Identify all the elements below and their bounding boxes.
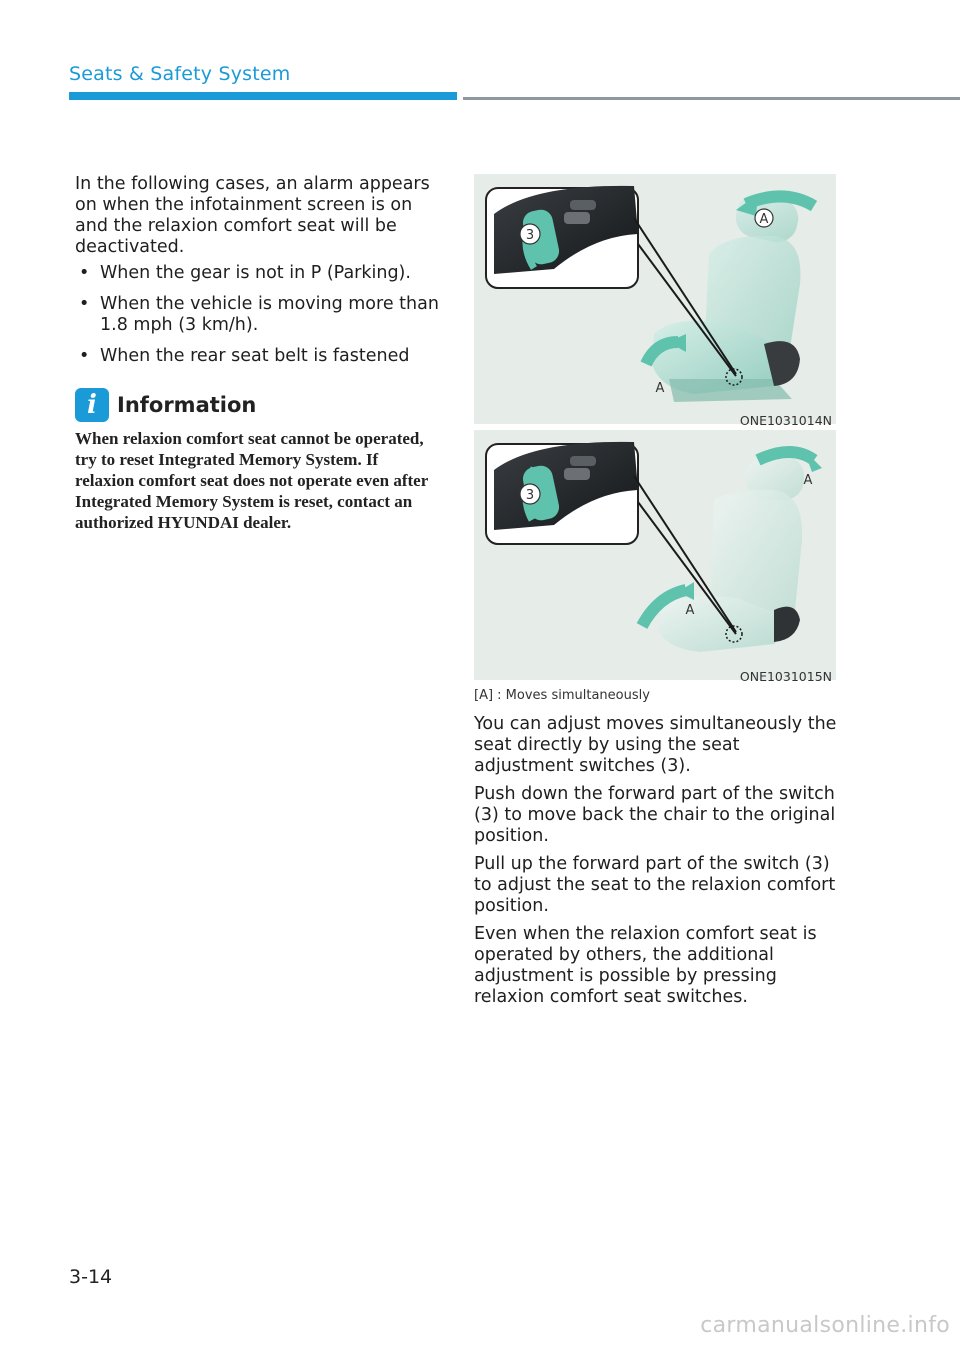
figure-caption: [A] : Moves simultaneously (474, 688, 650, 703)
information-body: When relaxion comfort seat cannot be operated, try to reset Integrated Memory System. If relaxion comfort seat does not operate even after Integrated Memory System is reset, contact an authorized HYUNDAI dealer. (75, 429, 428, 532)
figure-code: ONE1031014N (739, 413, 832, 428)
left-column (75, 174, 445, 377)
intro-paragraph: In the following cases, an alarm appears on when the infotainment screen is on and the relaxion comfort seat will be deactivated. (75, 174, 430, 257)
paragraph: Pull up the forward part of the switch (3) to adjust the seat to the relaxion comfort position. (474, 854, 836, 916)
paragraph: You can adjust moves simultaneously the seat directly by using the seat adjustment switches (3). (474, 714, 837, 776)
right-column (474, 714, 844, 1015)
list-item: • When the vehicle is moving more than 1.8 mph (3 km/h). (75, 294, 445, 336)
paragraph: Push down the forward part of the switch (3) to move back the chair to the original position. (474, 784, 836, 846)
header-rule-accent (69, 92, 457, 100)
seat-drawing (652, 190, 802, 402)
seat-illustration (474, 174, 836, 424)
list-item: • When the gear is not in P (Parking). (75, 263, 445, 284)
arrow-label-bottom: A (685, 603, 695, 618)
seat-figure-relaxion (474, 174, 836, 424)
paragraph: Even when the relaxion comfort seat is operated by others, the additional adjustment is possible by pressing relaxion comfort seat switches. (474, 924, 817, 1007)
seat-figure-original (474, 430, 836, 680)
arrow-label-top: A (759, 212, 769, 227)
info-icon: i (75, 388, 109, 422)
list-item: • When the rear seat belt is fastened (75, 346, 445, 367)
switch-label: 3 (525, 488, 535, 503)
arrow-label-top: A (803, 473, 813, 488)
watermark: carmanualsonline.info (700, 1313, 950, 1338)
information-header (75, 388, 256, 422)
condition-list (75, 263, 445, 367)
information-title: Information (117, 393, 257, 417)
figure-code: ONE1031015N (739, 669, 832, 684)
arrow-label-bottom: A (655, 381, 665, 396)
section-title: Seats & Safety System (69, 63, 291, 85)
switch-label: 3 (525, 228, 535, 243)
header-rule (463, 97, 960, 100)
page-number: 3-14 (69, 1266, 113, 1288)
seat-illustration (474, 430, 836, 680)
